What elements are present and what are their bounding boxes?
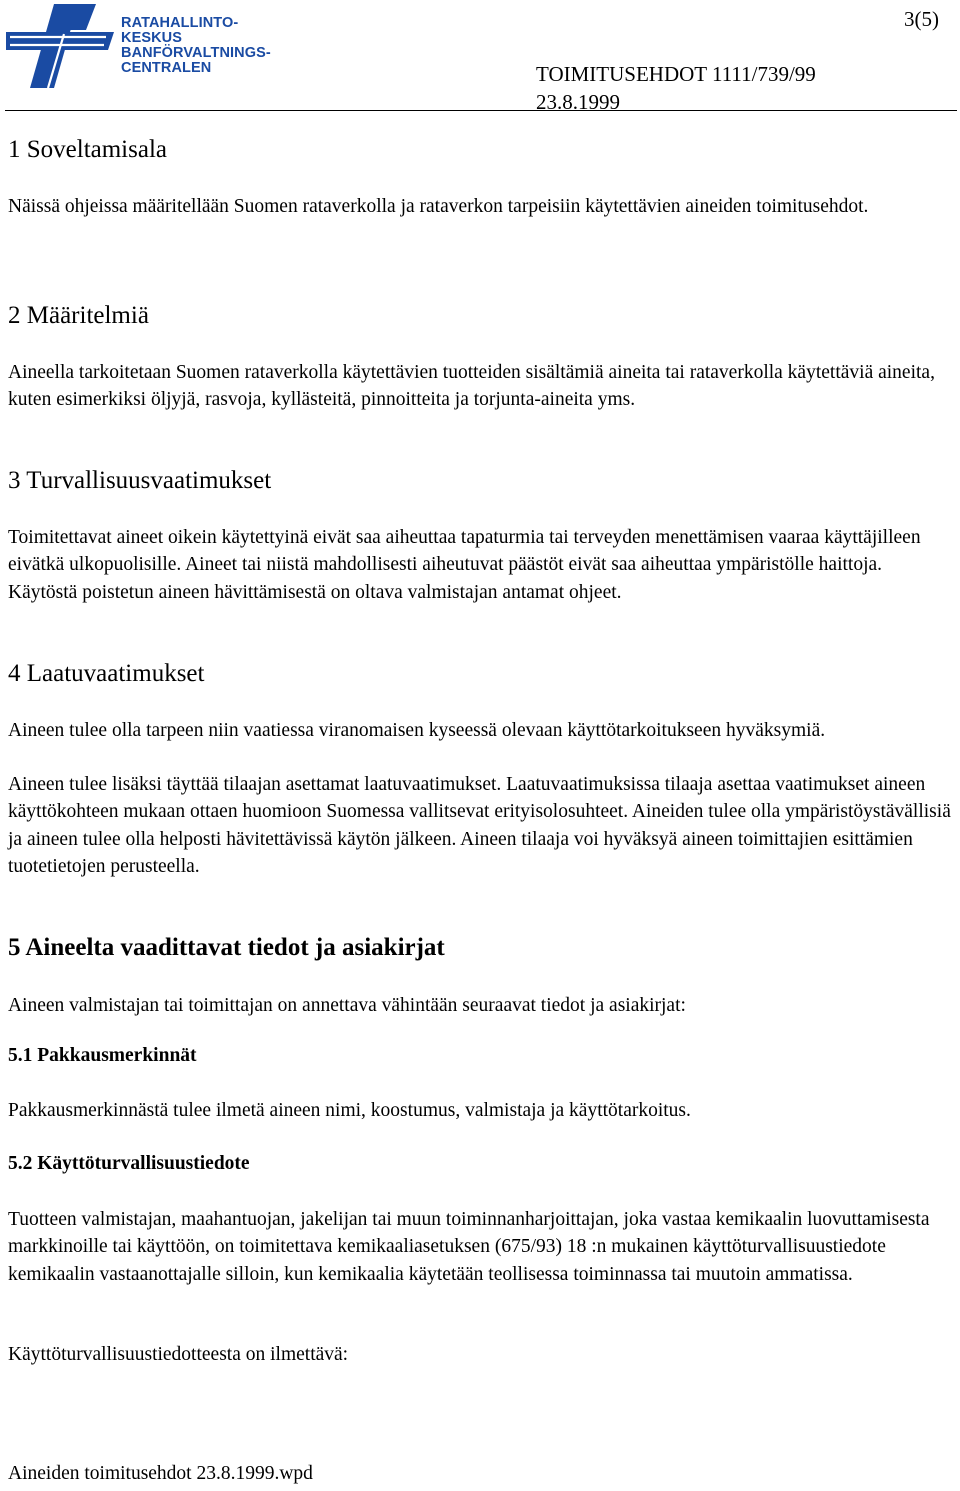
section-5-heading: 5 Aineelta vaadittavat tiedot ja asiakirjat	[8, 934, 445, 961]
document-date: 23.8.1999	[536, 90, 620, 114]
organization-name	[121, 16, 271, 76]
section-4-paragraph-1: Aineen tulee olla tarpeen niin vaatiessa viranomaisen kyseessä olevaan käyttötarkoitukseen hyväksymiä.	[8, 720, 826, 741]
section-2-heading: 2 Määritelmiä	[8, 302, 149, 329]
section-5-2-paragraph-1: Tuotteen valmistajan, maahantuojan, jakelijan tai muun toiminnanharjoittajan, joka vastaa kemikaalin luovuttamisesta markkinoille tai käyttöön, on toimitettava kemikaaliasetuksen (675/93) 18 :n mukainen käyttöturvallisuustiedote kemikaalin vastaanottajalle silloin, kun kemikaalia käytetään teollisessa toiminnassa tai muutoin ammatissa.	[8, 1209, 930, 1285]
document-id: TOIMITUSEHDOT 1111/739/99	[536, 62, 816, 86]
org-line-2: KESKUS	[121, 30, 183, 46]
document-reference	[536, 60, 816, 116]
section-5-2-heading: 5.2 Käyttöturvallisuustiedote	[8, 1153, 250, 1174]
header-divider	[5, 110, 957, 111]
page-number: 3(5)	[904, 7, 939, 31]
org-line-3: BANFÖRVALTNINGS-	[121, 45, 271, 61]
section-4-paragraph-2: Aineen tulee lisäksi täyttää tilaajan asettamat laatuvaatimukset. Laatuvaatimuksissa tilaaja asettaa vaatimukset aineen käyttökohteen mukaan ottaen huomioon Suomessa vallitsevat erityisolosuhteet. Aineiden tulee olla ympäristöystävällisiä ja aineen tulee olla helposti hävitettävissä käytön jälkeen. Aineen tilaaja voi hyväksyä aineen toimittajien esittämien tuotetietojen perusteella.	[8, 774, 951, 877]
org-line-1: RATAHALLINTO-	[121, 15, 239, 31]
section-4-heading: 4 Laatuvaatimukset	[8, 660, 205, 687]
section-5-1-paragraph: Pakkausmerkinnästä tulee ilmetä aineen nimi, koostumus, valmistaja ja käyttötarkoitus.	[8, 1100, 691, 1121]
section-1-paragraph: Näissä ohjeissa määritellään Suomen rataverkolla ja rataverkon tarpeisiin käytettävien aineiden toimitusehdot.	[8, 196, 869, 217]
section-5-2-paragraph-2: Käyttöturvallisuustiedotteesta on ilmettävä:	[8, 1344, 349, 1365]
section-3-heading: 3 Turvallisuusvaatimukset	[8, 467, 272, 494]
section-3-paragraph: Toimitettavat aineet oikein käytettyinä eivät saa aiheuttaa tapaturmia tai terveyden menettämisen vaaraa käyttäjilleen eivätkä ulkopuolisille. Aineet tai niistä mahdollisesti aiheutuvat päästöt eivät saa aiheuttaa ympäristölle haittoja. Käytöstä poistetun aineen hävittämisestä on oltava valmistajan antamat ohjeet.	[8, 527, 921, 603]
organization-logo	[6, 4, 114, 88]
footer-filename: Aineiden toimitusehdot 23.8.1999.wpd	[8, 1463, 313, 1484]
section-2-paragraph: Aineella tarkoitetaan Suomen rataverkolla käytettävien tuotteiden sisältämiä aineita tai rataverkolla käytettäviä aineita, kuten esimerkiksi öljyjä, rasvoja, kyllästeitä, pinnoitteita ja torjunta-aineita yms.	[8, 362, 935, 411]
org-line-4: CENTRALEN	[121, 60, 212, 76]
section-5-paragraph: Aineen valmistajan tai toimittajan on annettava vähintään seuraavat tiedot ja asiakirjat:	[8, 995, 686, 1016]
section-5-1-heading: 5.1 Pakkausmerkinnät	[8, 1045, 197, 1066]
section-1-heading: 1 Soveltamisala	[8, 136, 167, 163]
